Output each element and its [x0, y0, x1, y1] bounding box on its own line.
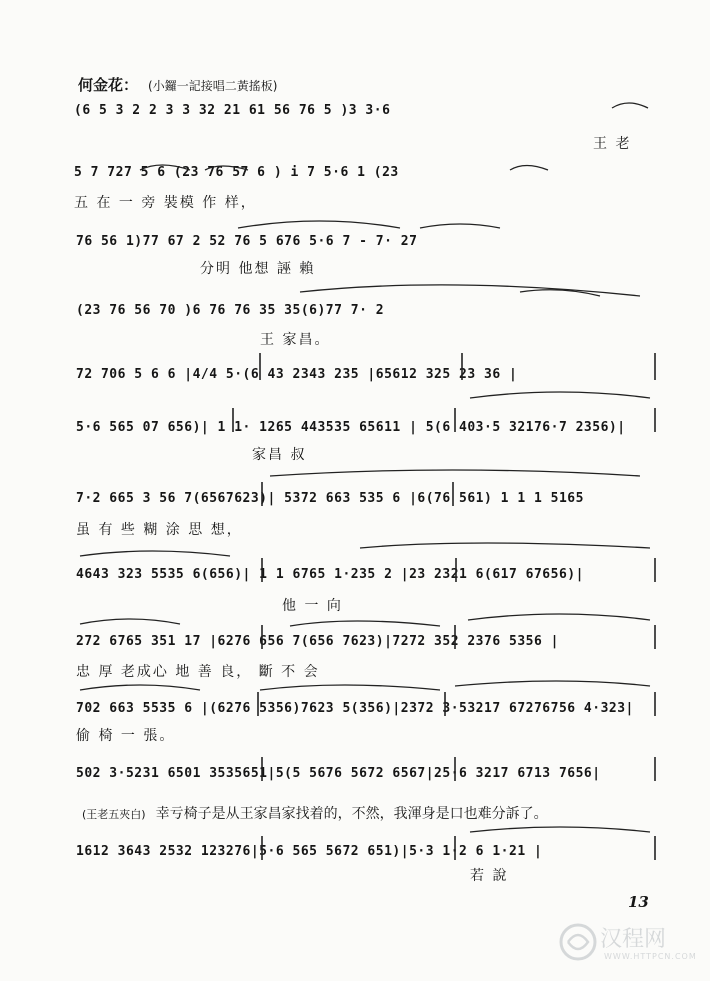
system-7-lyrics: 虽 有 些 糊 涂 思 想，	[76, 522, 243, 538]
watermark-logo-icon	[558, 920, 598, 964]
system-6-lyrics: 家昌 叔	[252, 447, 307, 463]
system-12-notes: 1612 3643 2532 123276|5·6 565 5672 651)|5·3 1·2 6 1·21 |	[76, 844, 543, 859]
spoken-speaker: (王老五夾白)	[82, 808, 146, 821]
page-number: 13	[628, 893, 649, 911]
system-9-notes: 272 6765 351 17 |6276 656 7(656 7623)|7272 352 2376 5356 |	[76, 634, 559, 649]
stage-direction: (小鑼一記接唱二黃搖板)	[148, 79, 278, 93]
site-watermark	[558, 920, 698, 968]
system-7-notes: 7·2 665 3 56 7(6567623)| 5372 663 535 6 |6(76 561) 1 1 1 5165	[76, 491, 584, 506]
system-6-notes: 5·6 565 07 656)| 1 1· 1265 443535 65611 | 5(6 403·5 32176·7 2356)|	[76, 420, 626, 435]
system-10-lyrics: 偷 椅 一 張。	[76, 728, 176, 744]
speaker-label: 何金花：	[78, 76, 139, 94]
watermark-brand: 汉程网	[600, 927, 667, 952]
system-12-lyrics: 若 說	[470, 868, 509, 884]
system-1-notes: (6 5 3 2 2 3 3 32 21 61 56 76 5 )3 3·6	[74, 103, 391, 118]
system-5-notes: 72 706 5 6 6 |4/4 5·(6 43 2343 235 |65612 325 23 36 |	[76, 367, 518, 382]
system-3-lyrics: 分明 他想 誣 賴	[200, 261, 316, 277]
system-2-notes: 5 7 727 5 6 (23 76 57 6 ) i 7 5·6 1 (23	[74, 165, 399, 180]
system-9-lyrics: 忠 厚 老成心 地 善 良， 斷 不 会	[76, 664, 320, 680]
system-4-lyrics: 王 家昌。	[260, 332, 331, 348]
system-4-notes: (23 76 56 70 )6 76 76 35 35(6)77 7· 2	[76, 303, 385, 318]
spoken-text: 幸亏椅子是从王家昌家找着的，不然，我渾身是口也难分訴了。	[155, 806, 548, 822]
system-2-lyrics: 五 在 一 旁 裝模 作 样，	[74, 195, 257, 211]
system-8-lyrics: 他 一 向	[282, 598, 343, 614]
system-8-notes: 4643 323 5535 6(656)| 1 1 6765 1·235 2 |23 2321 6(617 67656)|	[76, 567, 584, 582]
system-1-lyrics: 王 老	[593, 136, 632, 152]
system-3-notes: 76 56 1)77 67 2 52 76 5 676 5·6 7 - 7· 27	[76, 234, 418, 249]
system-11-notes: 502 3·5231 6501 3535651|5(5 5676 5672 6567|25·6 3217 6713 7656|	[76, 766, 601, 781]
system-10-notes: 702 663 5535 6 |(6276 5356)7623 5(356)|2372 3·53217 67276756 4·323|	[76, 701, 634, 716]
watermark-url: WWW.HTTPCN.COM	[604, 952, 697, 961]
